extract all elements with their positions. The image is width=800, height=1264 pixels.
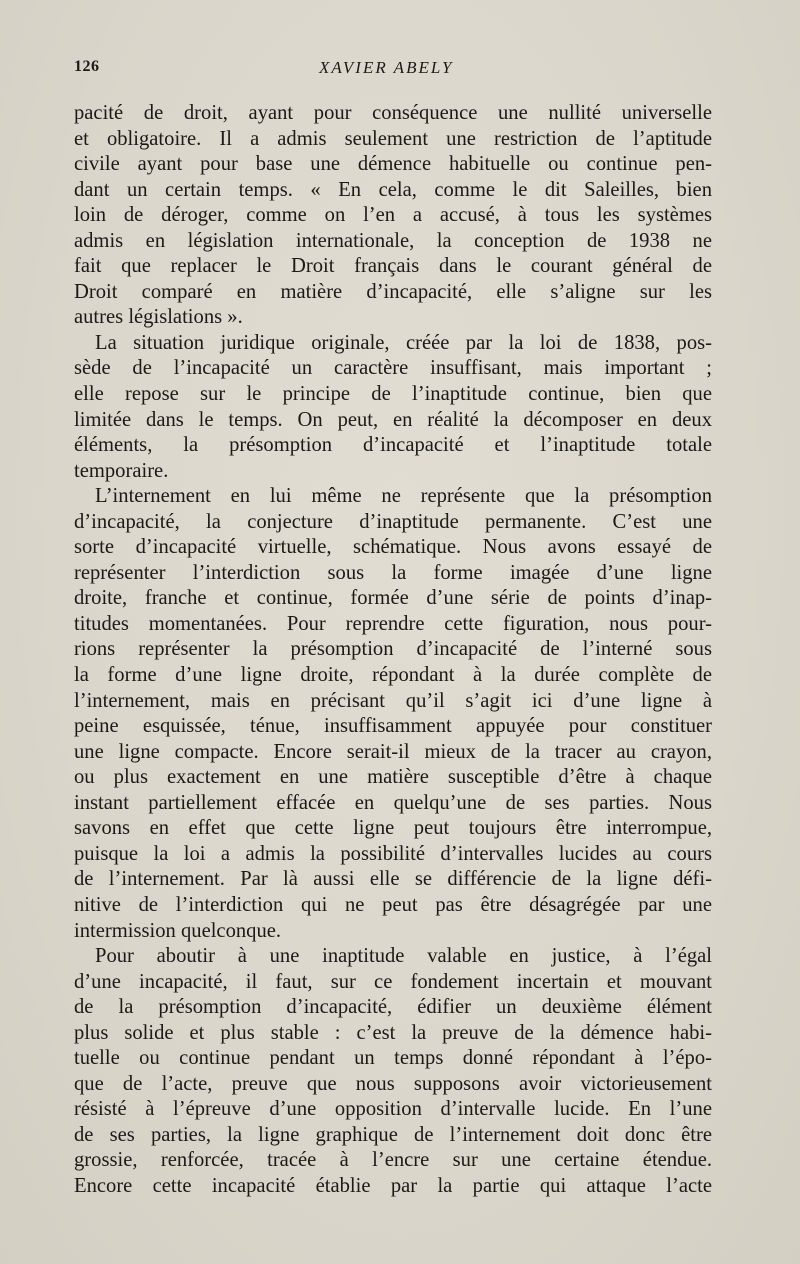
text-line: autres législations ». — [74, 306, 243, 329]
text-line: tuelle ou continue pendant un temps donné répondant à l’épo- — [74, 1047, 712, 1070]
text-line: limitée dans le temps. On peut, en réalité la décomposer en deux — [74, 408, 712, 431]
text-line: de ses parties, la ligne graphique de l’internement doit donc être — [74, 1123, 712, 1146]
text-line: rions représenter la présomption d’incapacité de l’interné sous — [74, 638, 712, 661]
text-line: nitive de l’interdiction qui ne peut pas être désagrégée par une — [74, 893, 712, 916]
text-line: que de l’acte, preuve que nous supposons avoir victorieusement — [74, 1072, 712, 1095]
text-line: ou plus exactement en une matière susceptible d’être à chaque — [74, 766, 712, 789]
text-line: une ligne compacte. Encore serait-il mieux de la tracer au crayon, — [74, 740, 712, 763]
text-line: titudes momentanées. Pour reprendre cette figuration, nous pour- — [74, 612, 712, 635]
text-line: temporaire. — [74, 459, 169, 482]
text-line: plus solide et plus stable : c’est la preuve de la démence habi- — [74, 1021, 712, 1044]
text-line: peine esquissée, ténue, insuffisamment appuyée pour constituer — [74, 715, 712, 738]
text-line: grossie, renforcée, tracée à l’encre sur une certaine étendue. — [74, 1149, 712, 1172]
text-line: droite, franche et continue, formée d’une série de points d’inap- — [74, 587, 712, 610]
page-header — [74, 58, 714, 82]
text-line: de l’internement. Par là aussi elle se différencie de la ligne défi- — [74, 868, 712, 891]
text-line: d’une incapacité, il faut, sur ce fondement incertain et mouvant — [74, 970, 712, 993]
text-line: fait que replacer le Droit français dans le courant général de — [74, 255, 712, 278]
text-line: civile ayant pour base une démence habituelle ou continue pen- — [74, 153, 712, 176]
text-line: sorte d’incapacité virtuelle, schématique. Nous avons essayé de — [74, 536, 712, 559]
text-line: Encore cette incapacité établie par la partie qui attaque l’acte — [74, 1174, 712, 1197]
text-line: l’internement, mais en précisant qu’il s’agit ici d’une ligne à — [74, 689, 712, 712]
text-line: puisque la loi a admis la possibilité d’intervalles lucides au cours — [74, 842, 712, 865]
text-line: éléments, la présomption d’incapacité et l’inaptitude totale — [74, 434, 712, 457]
body-text — [74, 101, 712, 1200]
text-line: d’incapacité, la conjecture d’inaptitude permanente. C’est une — [74, 510, 712, 533]
text-line: loin de déroger, comme on l’en a accusé, à tous les systèmes — [74, 204, 712, 227]
text-line: Droit comparé en matière d’incapacité, elle s’aligne sur les — [74, 280, 712, 303]
text-line: L’internement en lui même ne représente que la présomption — [95, 485, 712, 508]
text-line: instant partiellement effacée en quelqu’une de ses parties. Nous — [74, 791, 712, 814]
text-line: admis en législation internationale, la conception de 1938 ne — [74, 229, 712, 252]
text-line: représenter l’interdiction sous la forme imagée d’une ligne — [74, 561, 712, 584]
text-line: Pour aboutir à une inaptitude valable en justice, à l’égal — [95, 945, 712, 968]
page-number: 126 — [74, 58, 100, 75]
text-line: La situation juridique originale, créée par la loi de 1838, pos- — [95, 331, 712, 354]
text-line: dant un certain temps. « En cela, comme le dit Saleilles, bien — [74, 178, 712, 201]
text-line: pacité de droit, ayant pour conséquence une nullité universelle — [74, 102, 712, 124]
text-line: elle repose sur le principe de l’inaptitude continue, bien que — [74, 383, 712, 406]
text-line: résisté à l’épreuve d’une opposition d’intervalle lucide. En l’une — [74, 1098, 712, 1121]
text-line: la forme d’une ligne droite, répondant à la durée complète de — [74, 664, 712, 687]
running-head: XAVIER ABELY — [319, 58, 454, 77]
text-line: et obligatoire. Il a admis seulement une restriction de l’aptitude — [74, 127, 712, 150]
text-line: intermission quelconque. — [74, 919, 282, 942]
text-line: de la présomption d’incapacité, édifier un deuxième élément — [74, 996, 712, 1019]
text-line: savons en effet que cette ligne peut toujours être interrompue, — [74, 817, 712, 840]
text-line: sède de l’incapacité un caractère insuffisant, mais important ; — [74, 357, 712, 380]
